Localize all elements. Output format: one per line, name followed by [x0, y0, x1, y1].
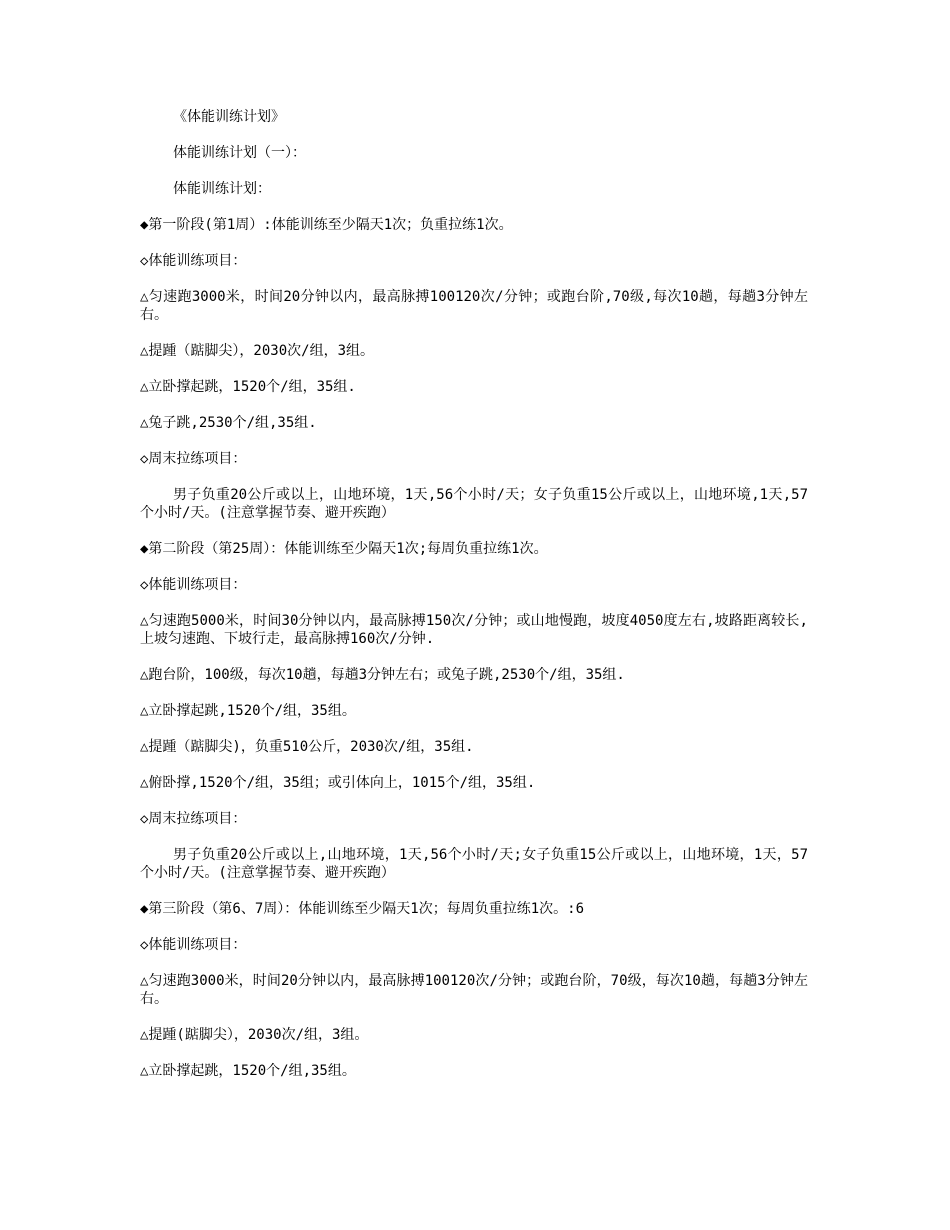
- weekend-march-text: 男子负重20公斤或以上，山地环境，1天,56个小时/天；女子负重15公斤或以上，山地环境,1天,57个小时/天。(注意掌握节奏、避开疾跑）: [140, 487, 808, 521]
- training-items-label: ◇体能训练项目：: [140, 937, 247, 953]
- exercise-item: △立卧撑起跳，1520个/组，35组.: [140, 379, 356, 395]
- subheading: 体能训练计划：: [173, 181, 271, 197]
- exercise-item: △匀速跑5000米，时间30分钟以内，最高脉搏150次/分钟；或山地慢跑，坡度4050度左右,坡路距离较长,上坡匀速跑、下坡行走，最高脉搏160次/分钟.: [140, 613, 808, 647]
- document-body: [140, 108, 808, 1098]
- stage-3-heading: ◆第三阶段（第6、7周）：体能训练至少隔天1次；每周负重拉练1次。:6: [140, 901, 584, 917]
- training-items-label: ◇体能训练项目：: [140, 253, 247, 269]
- stage-1-heading: ◆第一阶段(第1周）:体能训练至少隔天1次；负重拉练1次。: [140, 217, 513, 233]
- exercise-item: △提踵（踮脚尖)，负重510公斤，2030次/组，35组.: [140, 739, 474, 755]
- training-items-label: ◇体能训练项目：: [140, 577, 247, 593]
- exercise-item: △提踵（踮脚尖），2030次/组，3组。: [140, 343, 375, 359]
- exercise-item: △匀速跑3000米，时间20分钟以内，最高脉搏100120次/分钟；或跑台阶,70级,每次10趟，每趟3分钟左右。: [140, 289, 808, 323]
- exercise-item: △兔子跳,2530个/组,35组.: [140, 415, 317, 431]
- stage-2-heading: ◆第二阶段（第25周）：体能训练至少隔天1次;每周负重拉练1次。: [140, 541, 548, 557]
- weekend-march-label: ◇周末拉练项目：: [140, 451, 247, 467]
- doc-title: 《体能训练计划》: [173, 109, 285, 125]
- exercise-item: △立卧撑起跳，1520个/组,35组。: [140, 1063, 356, 1079]
- exercise-item: △俯卧撑,1520个/组，35组；或引体向上，1015个/组，35组.: [140, 775, 536, 791]
- weekend-march-text: 男子负重20公斤或以上,山地环境，1天,56个小时/天;女子负重15公斤或以上，山地环境，1天，57个小时/天。(注意掌握节奏、避开疾跑）: [140, 847, 808, 881]
- weekend-march-label: ◇周末拉练项目：: [140, 811, 247, 827]
- exercise-item: △跑台阶，100级，每次10趟，每趟3分钟左右；或兔子跳,2530个/组，35组.: [140, 667, 625, 683]
- exercise-item: △匀速跑3000米，时间20分钟以内，最高脉搏100120次/分钟；或跑台阶，70级，每次10趟，每趟3分钟左右。: [140, 973, 808, 1007]
- exercise-item: △提踵(踮脚尖），2030次/组，3组。: [140, 1027, 369, 1043]
- section-heading: 体能训练计划（一）：: [173, 145, 306, 161]
- exercise-item: △立卧撑起跳,1520个/组，35组。: [140, 703, 356, 719]
